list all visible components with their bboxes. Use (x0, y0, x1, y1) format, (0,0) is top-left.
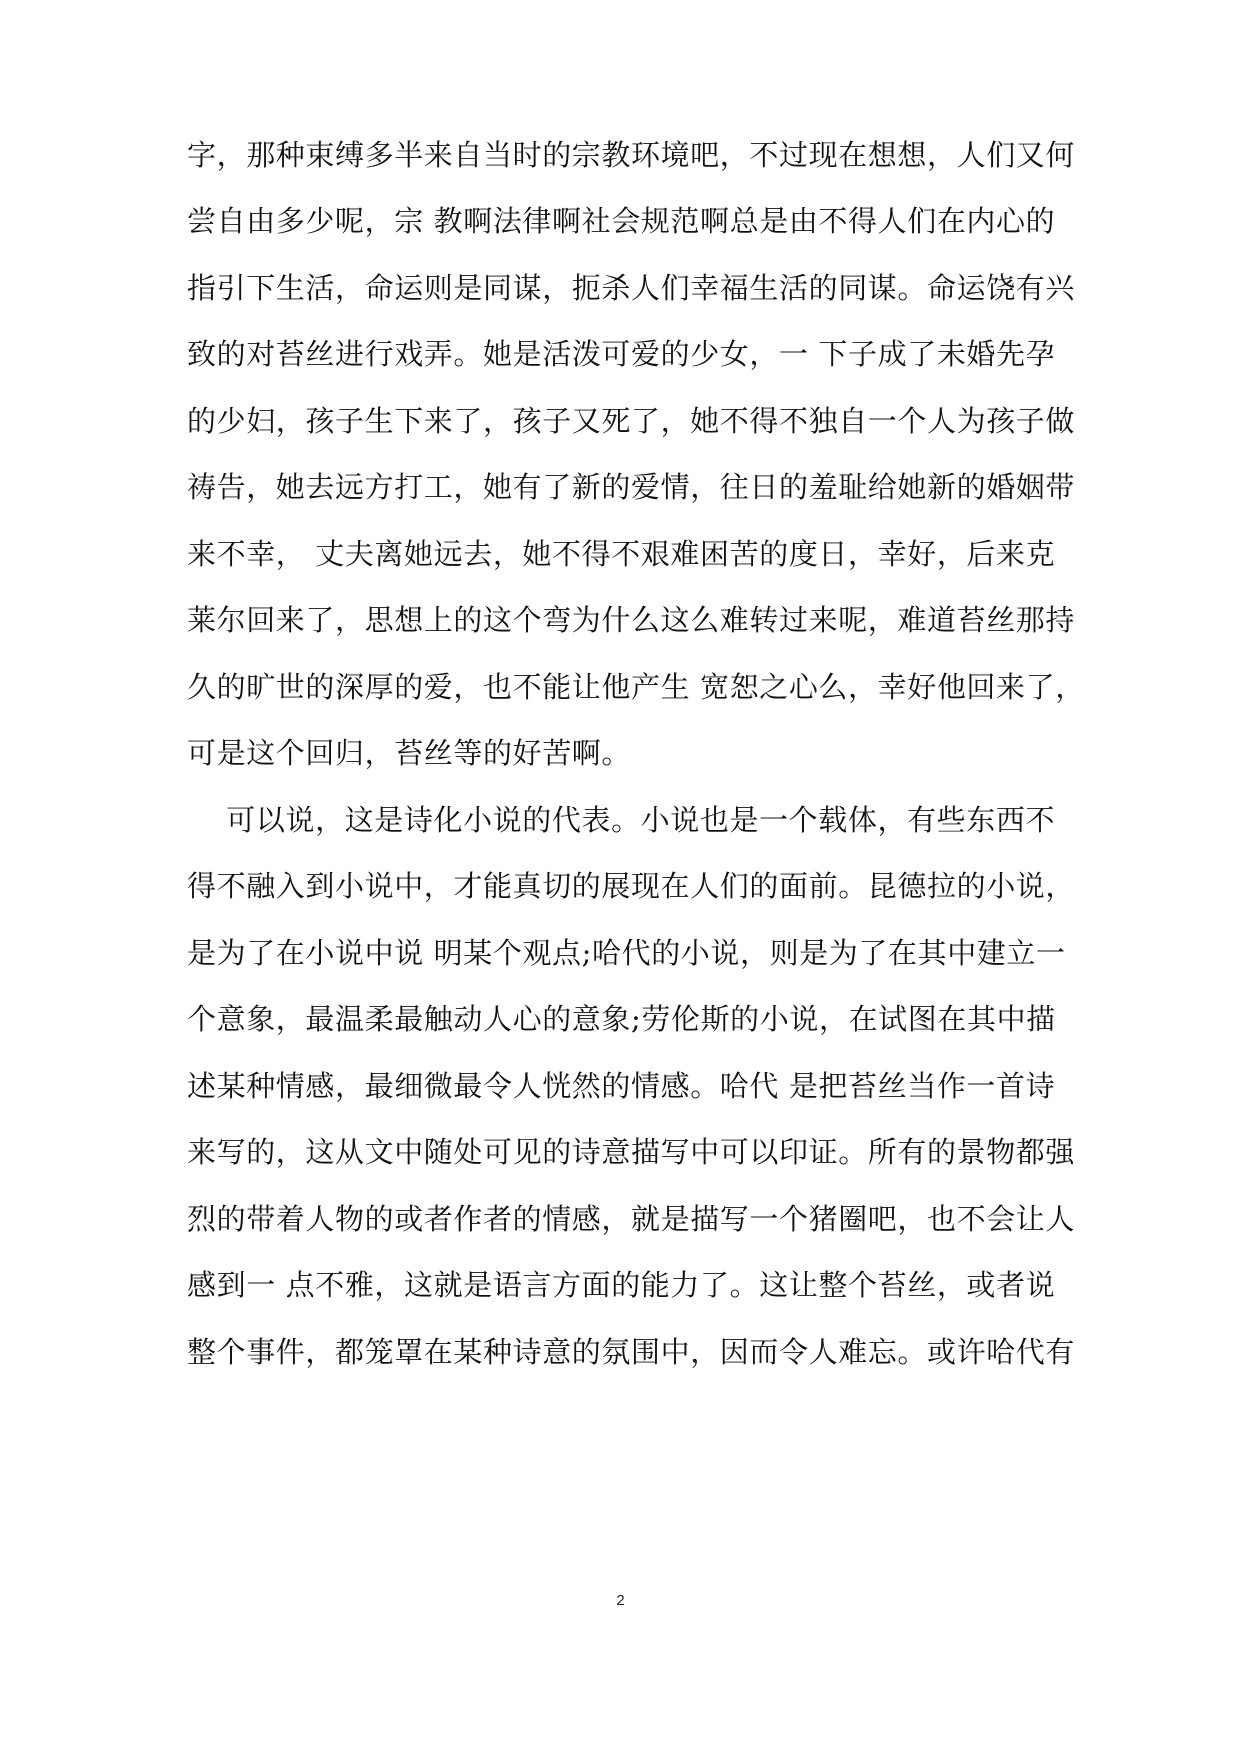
text-line: 得不融入到小说中，才能真切的展现在人们的面前。昆德拉的小说， (187, 869, 1076, 903)
text-line: 述某种情感，最细微最令人恍然的情感。哈代 是把苔丝当作一首诗 (187, 1069, 1056, 1103)
page-number: 2 (616, 1592, 625, 1609)
text-line: 字，那种束缚多半来自当时的宗教环境吧，不过现在想想，人们又何 (187, 138, 1076, 172)
text-line: 可是这个回归，苔丝等的好苦啊。 (187, 736, 632, 770)
text-line: 来不幸， 丈夫离她远去，她不得不艰难困苦的度日，幸好，后来克 (187, 537, 1056, 571)
text-line: 可以说，这是诗化小说的代表。小说也是一个载体，有些东西不 (187, 803, 1056, 837)
text-line: 的少妇，孩子生下来了，孩子又死了，她不得不独自一个人为孩子做 (187, 404, 1076, 438)
text-line: 祷告，她去远方打工，她有了新的爱情，往日的羞耻给她新的婚姻带 (187, 470, 1076, 504)
text-line: 整个事件，都笼罩在某种诗意的氛围中，因而令人难忘。或许哈代有 (187, 1335, 1076, 1369)
text-line: 致的对苔丝进行戏弄。她是活泼可爱的少女，一 下子成了未婚先孕 (187, 337, 1056, 371)
text-line: 尝自由多少呢，宗 教啊法律啊社会规范啊总是由不得人们在内心的 (187, 204, 1056, 238)
text-line: 感到一 点不雅，这就是语言方面的能力了。这让整个苔丝，或者说 (187, 1268, 1056, 1302)
text-line: 久的旷世的深厚的爱，也不能让他产生 宽恕之心么，幸好他回来了， (187, 670, 1085, 704)
text-line: 个意象，最温柔最触动人心的意象;劳伦斯的小说，在试图在其中描 (187, 1002, 1056, 1036)
text-line: 指引下生活，命运则是同谋，扼杀人们幸福生活的同谋。命运饶有兴 (187, 271, 1076, 305)
text-line: 来写的，这从文中随处可见的诗意描写中可以印证。所有的景物都强 (187, 1135, 1076, 1169)
text-line: 烈的带着人物的或者作者的情感，就是描写一个猪圈吧，也不会让人 (187, 1202, 1076, 1236)
text-line: 是为了在小说中说 明某个观点;哈代的小说，则是为了在其中建立一 (187, 936, 1066, 970)
text-line: 莱尔回来了，思想上的这个弯为什么这么难转过来呢，难道苔丝那持 (187, 603, 1076, 637)
